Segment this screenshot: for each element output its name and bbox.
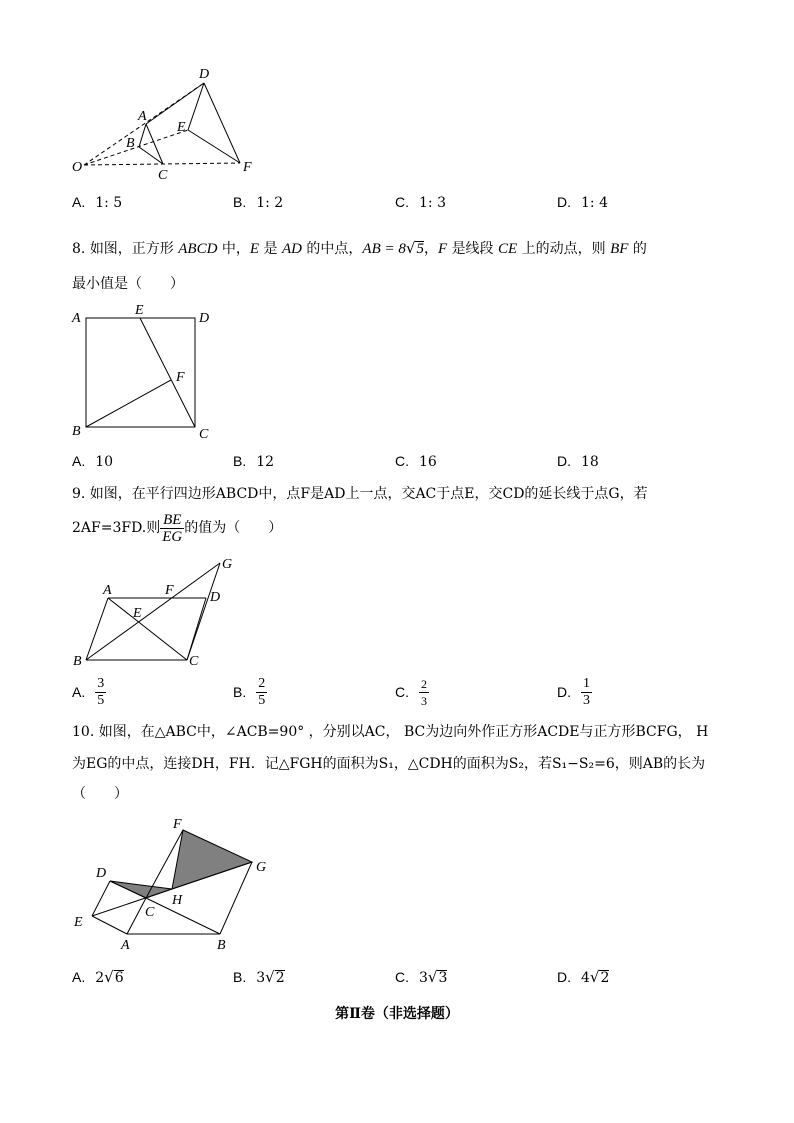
section-title: 第Ⅱ卷（非选择题） (335, 1006, 459, 1022)
q8-label-f: F (176, 370, 185, 385)
q10-stem-line1: 10. 如图，在△ABC中，∠ACB=90° ，分别以AC， BC为边向外作正方形ACDE与正方形BCFG， H (72, 724, 709, 740)
q10-option-a[interactable]: A. 2√6 (72, 968, 124, 986)
q10-option-b[interactable]: B. 3√2 (233, 968, 285, 986)
q10-stem-line2: 为EG的中点，连接DH，FH．记△FGH的面积为S₁，△CDH的面积为S₂，若S₁−S₂=6，则AB的长为 (72, 756, 706, 772)
q10-option-c[interactable]: C. 3√3 (395, 968, 448, 986)
q7-label-o: O (72, 160, 83, 175)
q8-label-e: E (135, 303, 144, 318)
q10-label-d: D (96, 866, 107, 881)
q9-fraction: $\frac{BE}{EG}$ (162, 511, 183, 545)
q9-label-b: B (73, 654, 82, 669)
q9-label-c: C (189, 654, 199, 669)
q9-option-b[interactable]: B. $\frac{2}{5}$ (233, 676, 266, 708)
q8-label-c: C (199, 427, 209, 442)
q7-label-c: C (158, 168, 168, 183)
q7-label-a: A (138, 109, 147, 124)
q8-label-b: B (72, 424, 81, 439)
q10-label-a: A (121, 938, 130, 953)
q10-label-h: H (172, 893, 183, 908)
q10-label-c: C (145, 905, 155, 920)
q8-option-c[interactable]: C. 16 (395, 453, 437, 470)
q9-label-f: F (165, 583, 174, 598)
q8-option-b[interactable]: B. 12 (233, 453, 275, 470)
q9-label-d: D (210, 590, 221, 605)
q8-stem-line1: 8. 如图，正方形 ABCD 中，E 是 AD 的中点，AB = 8√5，F 是线段 CE 上的动点，则 BF 的 (72, 239, 647, 257)
q7-option-c[interactable]: C. 1: 3 (395, 194, 446, 211)
q10-option-d[interactable]: D. 4√2 (557, 968, 610, 986)
q7-option-b[interactable]: B. 1: 2 (233, 194, 284, 211)
q10-label-f: F (173, 817, 182, 832)
q10-label-g: G (256, 860, 267, 875)
q8-option-a[interactable]: A. 10 (72, 453, 114, 470)
q9-label-e: E (133, 606, 142, 621)
q10-stem-line3: （ ） (72, 786, 128, 802)
q7-option-a[interactable]: A. 1: 5 (72, 194, 123, 211)
q9-label-a: A (103, 583, 112, 598)
q9-stem-line2: 2AF=3FD.则 $\frac{BE}{EG}$ 的值为（ ） (72, 511, 283, 545)
q7-option-d[interactable]: D. 1: 4 (557, 194, 608, 211)
q8-stem-line2: 最小值是（ ） (72, 276, 184, 292)
q7-label-b: B (126, 136, 135, 151)
q9-option-d[interactable]: D. $\frac{1}{3}$ (557, 676, 590, 708)
q8-label-d: D (199, 311, 210, 326)
q10-label-b: B (217, 938, 226, 953)
q9-label-g: G (222, 557, 233, 572)
q7-label-f: F (243, 160, 252, 175)
q10-label-e: E (74, 915, 83, 930)
q9-stem-line1: 9. 如图，在平行四边形ABCD中，点F是AD上一点，交AC于点E，交CD的延长线于点G，若 (72, 486, 648, 502)
q8-label-a: A (72, 311, 81, 326)
q9-option-a[interactable]: A. $\frac{3}{5}$ (72, 676, 105, 708)
q9-option-c[interactable]: C. $\frac{2}{3}$ (395, 677, 427, 708)
q7-label-d: D (199, 67, 210, 82)
q8-option-d[interactable]: D. 18 (557, 453, 599, 470)
q7-label-e: E (177, 120, 186, 135)
